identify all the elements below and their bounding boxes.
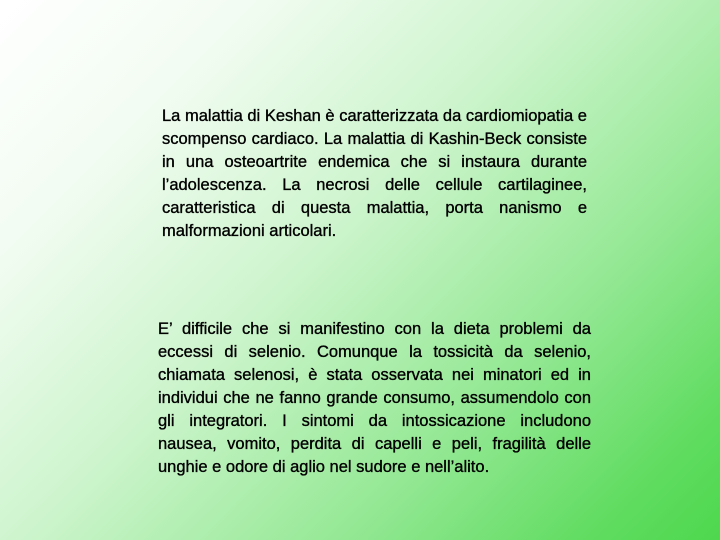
keshan-kashin-beck-paragraph: La malattia di Keshan è caratterizzata da cardiomiopatia e scompenso cardiaco. La malattia di Kashin-Beck consiste in una osteoartrite endemica che si instaura durante l’adolescenza. La necrosi delle cellule cartilaginee, caratteristica di questa malattia, porta nanismo e malformazioni articolari.	[162, 106, 587, 240]
selenosis-paragraph: E’ difficile che si manifestino con la dieta problemi da eccessi di selenio. Comunque la tossicità da selenio, chiamata selenosi, è stata osservata nei minatori ed in individui che ne fanno grande consumo, assumendolo con gli integratori. I sintomi da intossicazione includono nausea, vomito, perdita di capelli e peli, fragilità delle unghie e odore di aglio nel sudore e nell’alito.	[158, 319, 591, 476]
